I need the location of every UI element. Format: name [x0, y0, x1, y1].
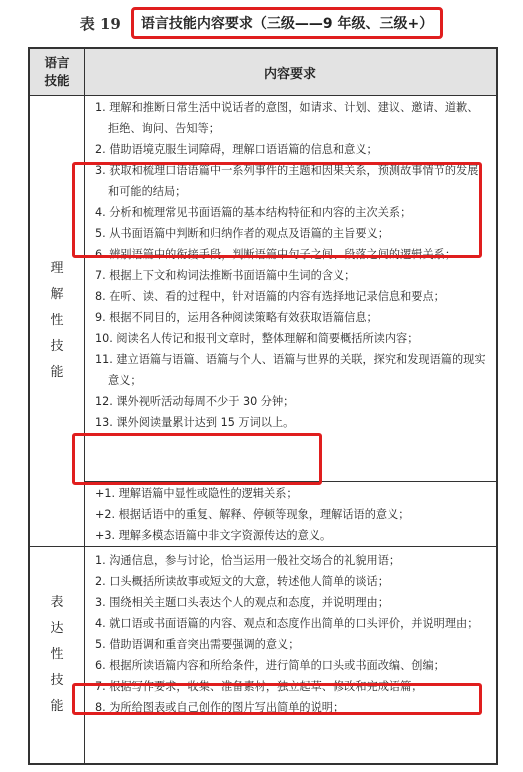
list-item: 8. 在听、读、看的过程中，针对语篇的内容有选择地记录信息和要点； [95, 290, 445, 303]
list-item: +1. 理解语篇中显性或隐性的逻辑关系； [95, 487, 298, 500]
list-item: +3. 理解多模态语篇中非文字资源传达的意义。 [95, 529, 332, 542]
section-divider [30, 546, 496, 547]
comprehension-items [85, 97, 496, 433]
list-item: 1. 沟通信息，参与讨论，恰当运用一般社交场合的礼貌用语； [95, 554, 401, 567]
list-item: 9. 根据不同目的，运用各种阅读策略有效获取语篇信息； [95, 311, 378, 324]
list-item: 4. 分析和梳理常见书面语篇的基本结构特征和内容的主次关系； [95, 206, 412, 219]
comprehension-label [30, 95, 85, 546]
list-item: +2. 根据话语中的重复、解释、停顿等现象，理解话语的意义； [95, 508, 410, 521]
list-item: 13. 课外阅读量累计达到 15 万词以上。 [95, 416, 295, 429]
table-header [30, 49, 496, 96]
header-skill-column [30, 49, 85, 95]
table-title-text: 语言技能内容要求（三级——9 年级、三级+） [131, 7, 443, 39]
list-item: 5. 从书面语篇中判断和归纳作者的观点及语篇的主旨要义； [95, 227, 389, 240]
comprehension-label-text: 理 解 性 技 能 [50, 260, 64, 380]
list-item: 6. 根据所读语篇内容和所给条件，进行简单的口头或书面改编、创编； [95, 659, 445, 672]
table-title [0, 0, 523, 46]
list-item: 7. 根据写作要求，收集、准备素材，独立起草、修改和完成语篇； [95, 680, 423, 693]
list-item: 7. 根据上下文和构词法推断书面语篇中生词的含义； [95, 269, 356, 282]
skills-table [28, 47, 498, 765]
list-item: 1. 理解和推断日常生活中说话者的意图，如请求、计划、建议、邀请、道歉、拒绝、询问、告知等； [95, 101, 479, 135]
expression-label-text: 表 达 性 技 能 [50, 595, 64, 714]
header-content-column [84, 49, 496, 95]
list-item: 4. 就口语或书面语篇的内容、观点和态度作出简单的口头评价，并说明理由； [95, 617, 479, 630]
list-item: 2. 借助语境克服生词障碍，理解口语语篇的信息和意义； [95, 143, 378, 156]
header-skill-label: 语言 技能 [44, 54, 70, 88]
header-content-label: 内容要求 [263, 66, 316, 82]
list-item: 8. 为所给图表或自己创作的图片写出简单的说明； [95, 701, 345, 714]
list-item: 5. 借助语调和重音突出需要强调的意义； [95, 638, 300, 651]
expression-items [85, 550, 496, 718]
list-item: 2. 口头概括所读故事或短文的大意，转述他人简单的谈话； [95, 575, 389, 588]
list-item: 3. 获取和梳理口语语篇中一系列事件的主题和因果关系，预测故事情节的发展和可能的结局； [95, 164, 479, 198]
list-item: 10. 阅读名人传记和报刊文章时，整体理解和简要概括所读内容； [95, 332, 419, 345]
list-item: 12. 课外视听活动每周不少于 30 分钟； [95, 395, 295, 408]
list-item: 11. 建立语篇与语篇、语篇与个人、语篇与世界的关联，探究和发现语篇的现实意义； [95, 353, 486, 387]
list-item: 6. 辨别语篇中的衔接手段，判断语篇中句子之间、段落之间的逻辑关系； [95, 248, 457, 261]
comprehension-plus-items [85, 483, 496, 546]
expression-label [30, 547, 85, 763]
table-number: 表 19 [79, 14, 121, 33]
list-item: 3. 围绕相关主题口头表达个人的观点和态度，并说明理由； [95, 596, 389, 609]
plus-divider [85, 481, 496, 482]
